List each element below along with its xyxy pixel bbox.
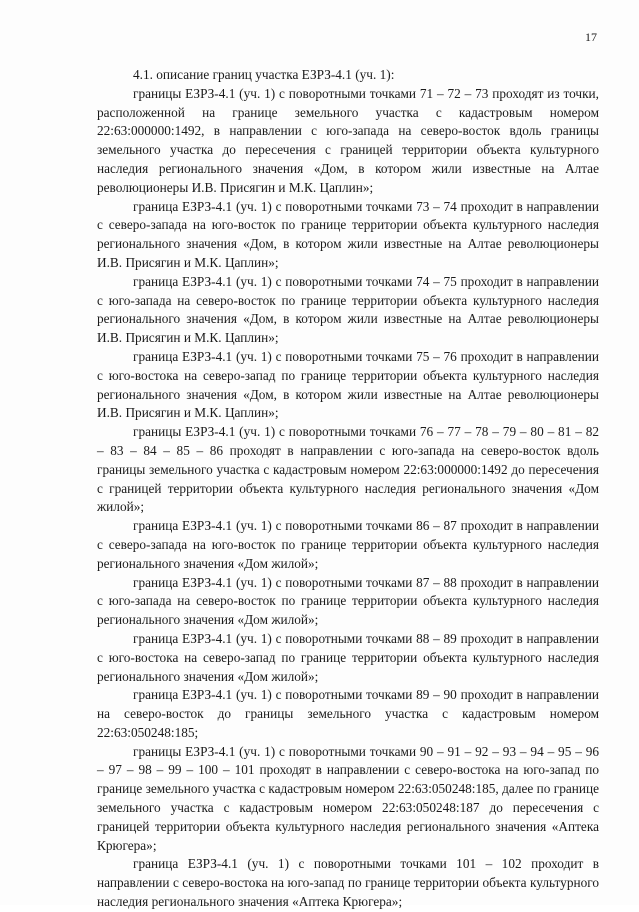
paragraph-11: граница ЕЗРЗ-4.1 (уч. 1) с поворотными точками 101 – 102 проходит в направлении с северо-востока на юго-запад по границе территории объекта культурного наследия регионального значения «Аптека Крюгера»; xyxy=(97,856,599,910)
document-body xyxy=(97,66,599,912)
page-number: 17 xyxy=(585,30,597,44)
paragraph-2: граница ЕЗРЗ-4.1 (уч. 1) с поворотными точками 73 – 74 проходит в направлении с северо-запада на юго-восток по границе территории объекта культурного наследия регионального значения «Дом, в котором жили известные на Алтае революционеры И.В. Присягин и М.К. Цаплин»; xyxy=(97,198,599,270)
paragraph-4: граница ЕЗРЗ-4.1 (уч. 1) с поворотными точками 75 – 76 проходит в направлении с юго-востока на северо-запад по границе территории объекта культурного наследия регионального значения «Дом, в котором жили известные на Алтае революционеры И.В. Присягин и М.К. Цаплин»; xyxy=(97,348,599,421)
paragraph-10: границы ЕЗРЗ-4.1 (уч. 1) с поворотными точками 90 – 91 – 92 – 93 – 94 – 95 – 96 – 97 – 98 – 99 – 100 – 101 проходят в направлении с северо-востока на юго-запад по границе земельного участка с кадастровым номером 22:63:050248:185, далее по границе земельного участка с кадастровым номером 22:63:050248:187 до пересечения с границей территории объекта культурного наследия регионального значения «Аптека Крюгера»; xyxy=(97,743,599,853)
paragraph-1: границы ЕЗРЗ-4.1 (уч. 1) с поворотными точками 71 – 72 – 73 проходят из точки, расположенной на границе земельного участка с кадастровым номером 22:63:000000:1492, в направлении с юго-запада на северо-восток вдоль границы земельного участка до пересечения с границей территории объекта культурного наследия регионального значения «Дом, в котором жили известные на Алтае революционеры И.В. Присягин и М.К. Цаплин»; xyxy=(97,85,599,195)
paragraph-5: границы ЕЗРЗ-4.1 (уч. 1) с поворотными точками 76 – 77 – 78 – 79 – 80 – 81 – 82 – 83 – 84 – 85 – 86 проходят в направлении с юго-запада на северо-восток вдоль границы земельного участка с кадастровым номером 22:63:000000:1492 до пересечения с границей территории объекта культурного наследия регионального значения «Дом жилой»; xyxy=(97,424,599,515)
paragraph-7: граница ЕЗРЗ-4.1 (уч. 1) с поворотными точками 87 – 88 проходит в направлении с юго-запада на северо-восток по границе территории объекта культурного наследия регионального значения «Дом жилой»; xyxy=(97,574,599,628)
paragraph-8: граница ЕЗРЗ-4.1 (уч. 1) с поворотными точками 88 – 89 проходит в направлении с юго-востока на северо-запад по границе территории объекта культурного наследия регионального значения «Дом жилой»; xyxy=(97,630,599,684)
paragraph-9: граница ЕЗРЗ-4.1 (уч. 1) с поворотными точками 89 – 90 проходит в направлении на северо-восток до границы земельного участка с кадастровым номером 22:63:050248:185; xyxy=(97,687,599,740)
section-heading: 4.1. описание границ участка ЕЗРЗ-4.1 (уч. 1): xyxy=(133,67,395,82)
paragraph-3: граница ЕЗРЗ-4.1 (уч. 1) с поворотными точками 74 – 75 проходит в направлении с юго-запада на северо-восток по границе территории объекта культурного наследия регионального значения «Дом, в котором жили известные на Алтае революционеры И.В. Присягин и М.К. Цаплин»; xyxy=(97,273,599,346)
paragraph-6: граница ЕЗРЗ-4.1 (уч. 1) с поворотными точками 86 – 87 проходит в направлении с северо-запада на юго-восток по границе территории объекта культурного наследия регионального значения «Дом жилой»; xyxy=(97,518,599,571)
